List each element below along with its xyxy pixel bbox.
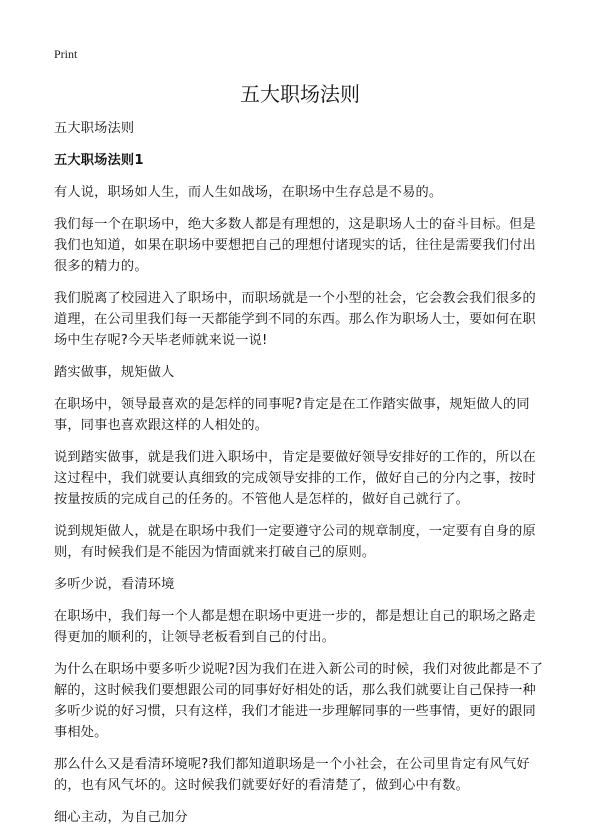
paragraph: 在职场中，领导最喜欢的是怎样的同事呢?肯定是在工作踏实做事，规矩做人的同事，同事也喜欢跟这样的人相处的。	[54, 397, 530, 433]
page-title: 五大职场法则	[240, 82, 360, 106]
paragraph: 有人说，职场如人生，而人生如战场，在职场中生存总是不易的。	[54, 185, 443, 200]
section-heading: 五大职场法则1	[54, 153, 144, 168]
subheading: 细心主动，为自己加分	[54, 810, 188, 825]
article-subtitle: 五大职场法则	[54, 121, 135, 136]
subheading: 踏实做事，规矩做人	[54, 365, 175, 380]
paragraph: 为什么在职场中要多听少说呢?因为我们在进入新公司的时候，我们对彼此都是不了解的，这时候我们要想跟公司的同事好好相处的话，那么我们就要让自己保持一种多听少说的好习惯，只有这样，我们才能进一步理解同事的一些事情，更好的跟同事相处。	[54, 662, 544, 740]
paragraph: 说到踏实做事，就是我们进入职场中，肯定是要做好领导安排好的工作的，所以在这过程中，我们就要认真细致的完成领导安排的工作，做好自己的分内之事，按时按量按质的完成自己的任务的。不管他人是怎样的，做好自己就行了。	[54, 450, 536, 507]
paragraph: 我们脱离了校园进入了职场中，而职场就是一个小型的社会，它会教会我们很多的道理，在公司里我们每一天都能学到不同的东西。那么作为职场人士，要如何在职场中生存呢?今天毕老师就来说一说!	[54, 291, 536, 348]
article-content	[54, 118, 548, 839]
print-link[interactable]: Print	[54, 47, 78, 61]
paragraph: 在职场中，我们每一个人都是想在职场中更进一步的，都是想让自己的职场之路走得更加的顺利的，让领导老板看到自己的付出。	[54, 609, 536, 645]
subheading: 多听少说，看清环境	[54, 577, 175, 592]
paragraph: 那么什么又是看清环境呢?我们都知道职场是一个小社会，在公司里肯定有风气好的，也有风气坏的。这时候我们就要好好的看清楚了，做到心中有数。	[54, 757, 530, 793]
paragraph: 说到规矩做人，就是在职场中我们一定要遵守公司的规章制度，一定要有自身的原则，有时候我们是不能因为情面就来打破自己的原则。	[54, 524, 536, 560]
paragraph: 我们每一个在职场中，绝大多数人都是有理想的，这是职场人士的奋斗目标。但是我们也知道，如果在职场中要想把自己的理想付诸现实的话，往往是需要我们付出很多的精力的。	[54, 217, 536, 274]
